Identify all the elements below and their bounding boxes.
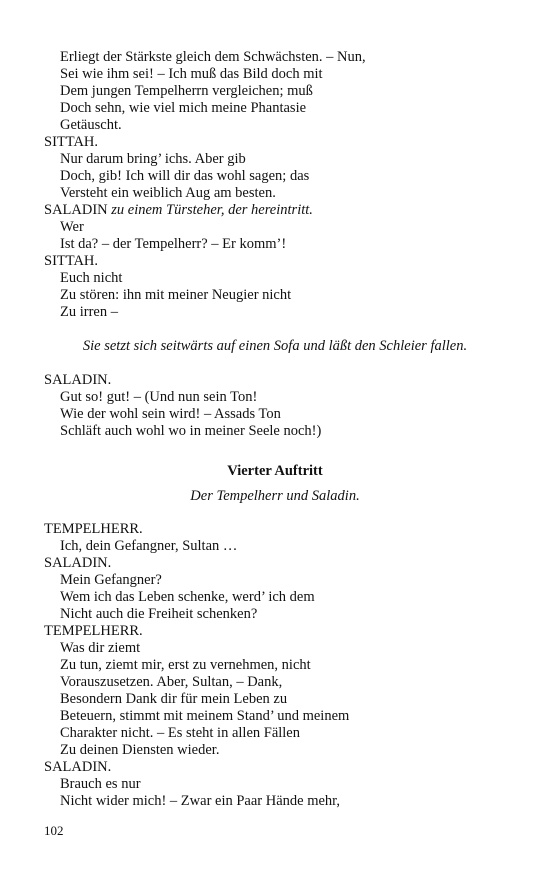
- speaker-label: TEMPELHERR.: [44, 521, 143, 537]
- verse-line: Brauch es nur: [60, 776, 141, 792]
- speaker-with-direction: [44, 202, 313, 219]
- verse-line: Sei wie ihm sei! – Ich muß das Bild doch mit: [60, 66, 323, 82]
- verse-line: Charakter nicht. – Es steht in allen Fällen: [60, 725, 300, 741]
- verse-line: Was dir ziemt: [60, 640, 141, 656]
- page-number: 102: [44, 823, 64, 838]
- verse-line: Beteuern, stimmt mit meinem Stand’ und meinem: [60, 708, 350, 724]
- verse-line: Besondern Dank dir für mein Leben zu: [60, 691, 288, 707]
- speaker-label: SALADIN.: [44, 372, 112, 388]
- scene-heading: Vierter Auftritt: [227, 463, 323, 479]
- verse-line: Nicht auch die Freiheit schenken?: [60, 606, 258, 622]
- stage-direction: Sie setzt sich seitwärts auf einen Sofa und läßt den Schleier fallen.: [82, 338, 468, 354]
- speaker-label: TEMPELHERR.: [44, 623, 143, 639]
- verse-line: Ist da? – der Tempelherr? – Er komm’!: [60, 236, 287, 252]
- verse-line: Euch nicht: [60, 270, 123, 286]
- speaker-label: SITTAH.: [44, 134, 99, 150]
- verse-line: Versteht ein weiblich Aug am besten.: [60, 185, 276, 201]
- verse-line: Wem ich das Leben schenke, werd’ ich dem: [60, 589, 315, 605]
- verse-line: Zu tun, ziemt mir, erst zu vernehmen, nicht: [60, 657, 311, 673]
- speaker-label: SALADIN.: [44, 759, 112, 775]
- stage-direction: zu einem Türsteher, der hereintritt.: [111, 202, 313, 218]
- speaker-label: SALADIN.: [44, 555, 112, 571]
- speaker-label: SALADIN: [44, 202, 108, 218]
- verse-line: Vorauszusetzen. Aber, Sultan, – Dank,: [60, 674, 283, 690]
- verse-line: Nicht wider mich! – Zwar ein Paar Hände mehr,: [60, 793, 341, 809]
- verse-line: Doch, gib! Ich will dir das wohl sagen; das: [60, 168, 310, 184]
- verse-line: Schläft auch wohl wo in meiner Seele noch!): [60, 423, 322, 439]
- verse-line: Getäuscht.: [60, 117, 122, 133]
- verse-line: Zu deinen Diensten wieder.: [60, 742, 220, 758]
- verse-line: Wer: [60, 219, 84, 235]
- verse-line: Erliegt der Stärkste gleich dem Schwächsten. – Nun,: [60, 49, 366, 65]
- verse-line: Wie der wohl sein wird! – Assads Ton: [60, 406, 281, 422]
- scene-subtitle: Der Tempelherr und Saladin.: [190, 488, 360, 504]
- verse-line: Ich, dein Gefangner, Sultan …: [60, 538, 238, 554]
- speaker-label: SITTAH.: [44, 253, 99, 269]
- verse-line: Gut so! gut! – (Und nun sein Ton!: [60, 389, 258, 405]
- verse-line: Nur darum bring’ ichs. Aber gib: [60, 151, 246, 167]
- verse-line: Mein Gefangner?: [60, 572, 162, 588]
- verse-line: Doch sehn, wie viel mich meine Phantasie: [60, 100, 307, 116]
- verse-line: Zu irren –: [60, 304, 118, 320]
- verse-line: Zu stören: ihn mit meiner Neugier nicht: [60, 287, 292, 303]
- verse-line: Dem jungen Tempelherrn vergleichen; muß: [60, 83, 313, 99]
